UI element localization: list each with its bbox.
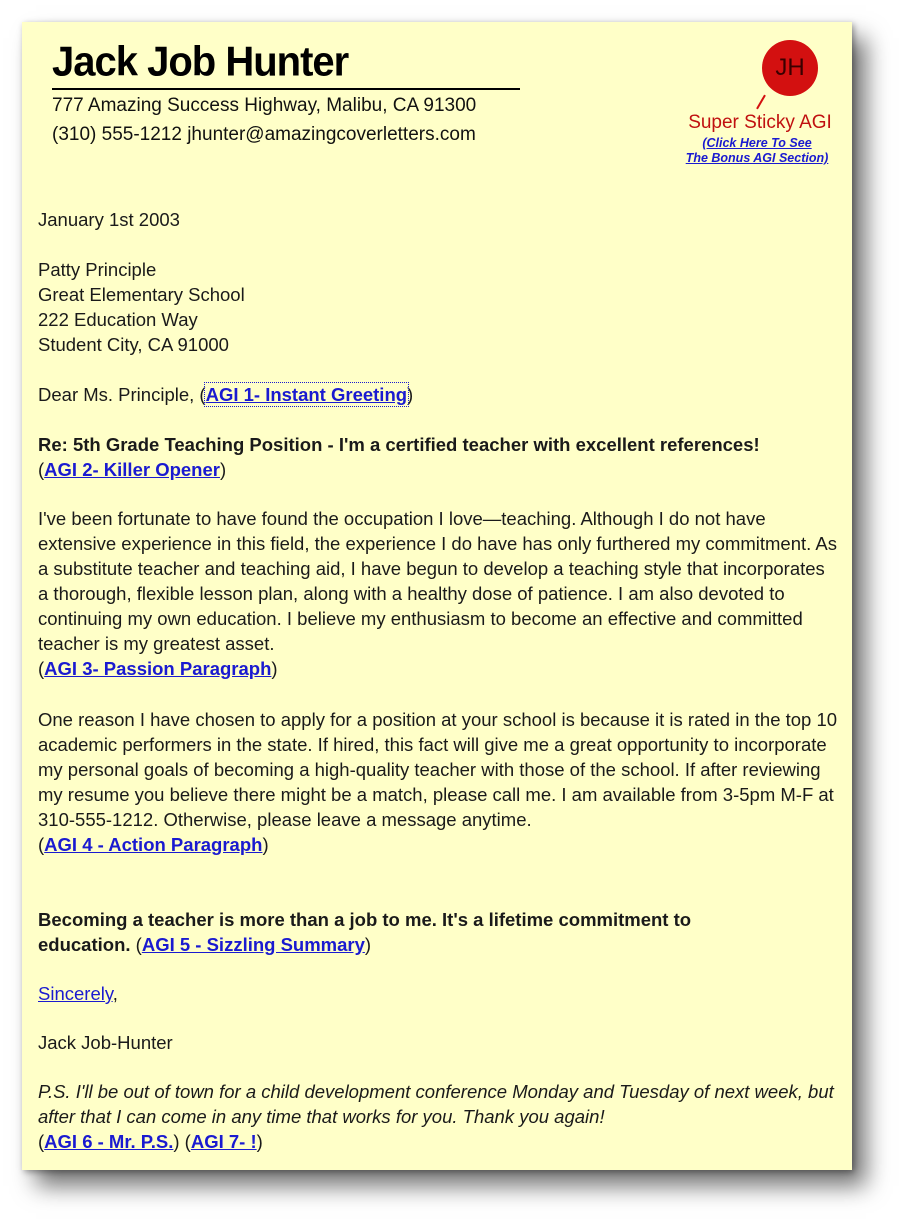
summary-paragraph: Becoming a teacher is more than a job to me. It's a lifetime commitment to education. (AGI 5 - Sizzling Summary) <box>38 909 692 955</box>
contact-line: (310) 555-1212 jhunter@amazingcoverletters.com <box>52 124 476 145</box>
super-sticky-agi-title: Super Sticky AGI <box>688 112 832 133</box>
paragraph-2-text: One reason I have chosen to apply for a position at your school is because it is rated in the top 10 academic performers in the state. If hired, this fact will give me a great opportunity to incorporate my personal goals of becoming a high-quality teacher with those of the school. If after reviewing my resume you believe there might be a match, please call me. I am available from 3-5pm M-F at 310-555-1212. Otherwise, please leave a message anytime. <box>38 709 838 830</box>
contact-block <box>52 91 476 149</box>
applicant-name: Jack Job Hunter <box>52 38 349 86</box>
action-paragraph: One reason I have chosen to apply for a position at your school is because it is rated in the top 10 academic performers in the state. If hired, this fact will give me a great opportunity to incorporate my personal goals of becoming a high-quality teacher with those of the school. If after reviewing my resume you believe there might be a match, please call me. I am available from 3-5pm M-F at 310-555-1212. Otherwise, please leave a message anytime. (AGI 4 - Action Paragraph) <box>38 709 838 855</box>
agi-7-link[interactable]: AGI 7- ! <box>190 1131 257 1152</box>
address-line: 777 Amazing Success Highway, Malibu, CA 91300 <box>52 95 477 116</box>
recipient-line: Patty Principle <box>38 259 157 280</box>
agi-5-link[interactable]: AGI 5 - Sizzling Summary <box>141 934 365 955</box>
passion-paragraph: I've been fortunate to have found the occupation I love—teaching. Although I do not have extensive experience in this field, the experience I do have has only furthered my commitment. As a substitute teacher and teaching aid, I have begun to develop a teaching style that incorporates a thorough, flexible lesson plan, along with a healthy dose of patience. I am also devoted to continuing my own education. I believe my enthusiasm to become an effective and committed teacher is my greatest asset. (AGI 3- Passion Paragraph) <box>38 508 837 679</box>
subject-block: Re: 5th Grade Teaching Position - I'm a certified teacher with excellent references! (AGI 2- Killer Opener) <box>38 434 760 480</box>
badge-pointer-line <box>756 95 766 110</box>
signature: Jack Job-Hunter <box>38 1032 173 1053</box>
subject-line: Re: 5th Grade Teaching Position - I'm a certified teacher with excellent references! <box>38 434 760 455</box>
bonus-agi-link-line1[interactable]: (Click Here To See <box>702 136 812 150</box>
recipient-line: Great Elementary School <box>38 284 245 305</box>
ps-text: P.S. I'll be out of town for a child development conference Monday and Tuesday of next week, but after that I can come in any time that works for you. Thank you again! <box>38 1081 834 1127</box>
bonus-agi-link[interactable] <box>652 136 862 166</box>
agi-6-link[interactable]: AGI 6 - Mr. P.S. <box>44 1131 174 1152</box>
closing-line: Sincerely, <box>38 983 118 1004</box>
letter-date: January 1st 2003 <box>38 209 180 230</box>
sincerely-link[interactable]: Sincerely <box>38 983 113 1004</box>
jh-logo-badge[interactable]: JH <box>762 40 818 96</box>
header-rule <box>52 88 520 90</box>
recipient-line: Student City, CA 91000 <box>38 334 229 355</box>
summary-text: Becoming a teacher is more than a job to me. It's a lifetime commitment to education. <box>38 909 692 955</box>
agi-3-link[interactable]: AGI 3- Passion Paragraph <box>44 658 272 679</box>
recipient-line: 222 Education Way <box>38 309 198 330</box>
recipient-block <box>38 257 838 357</box>
paragraph-1-text: I've been fortunate to have found the occupation I love—teaching. Although I do not have extensive experience in this field, the experience I do have has only furthered my commitment. As a substitute teacher and teaching aid, I have begun to develop a teaching style that incorporates a thorough, flexible lesson plan, along with a healthy dose of patience. I am also devoted to continuing my own education. I believe my enthusiasm to become an effective and committed teacher is my greatest asset. <box>38 508 837 654</box>
ps-paragraph: P.S. I'll be out of town for a child development conference Monday and Tuesday of next week, but after that I can come in any time that works for you. Thank you again! (AGI 6 - Mr. P.S.) (AGI 7- !) <box>38 1081 834 1152</box>
bonus-agi-link-line2[interactable]: The Bonus AGI Section) <box>685 151 829 165</box>
agi-4-link[interactable]: AGI 4 - Action Paragraph <box>44 834 263 855</box>
cover-letter-page <box>22 22 852 1170</box>
agi-1-link[interactable]: AGI 1- Instant Greeting <box>205 384 408 405</box>
salutation-line: Dear Ms. Principle, (AGI 1- Instant Greeting) <box>38 384 414 405</box>
agi-2-link[interactable]: AGI 2- Killer Opener <box>44 459 220 480</box>
salutation: Dear Ms. Principle, <box>38 384 200 405</box>
